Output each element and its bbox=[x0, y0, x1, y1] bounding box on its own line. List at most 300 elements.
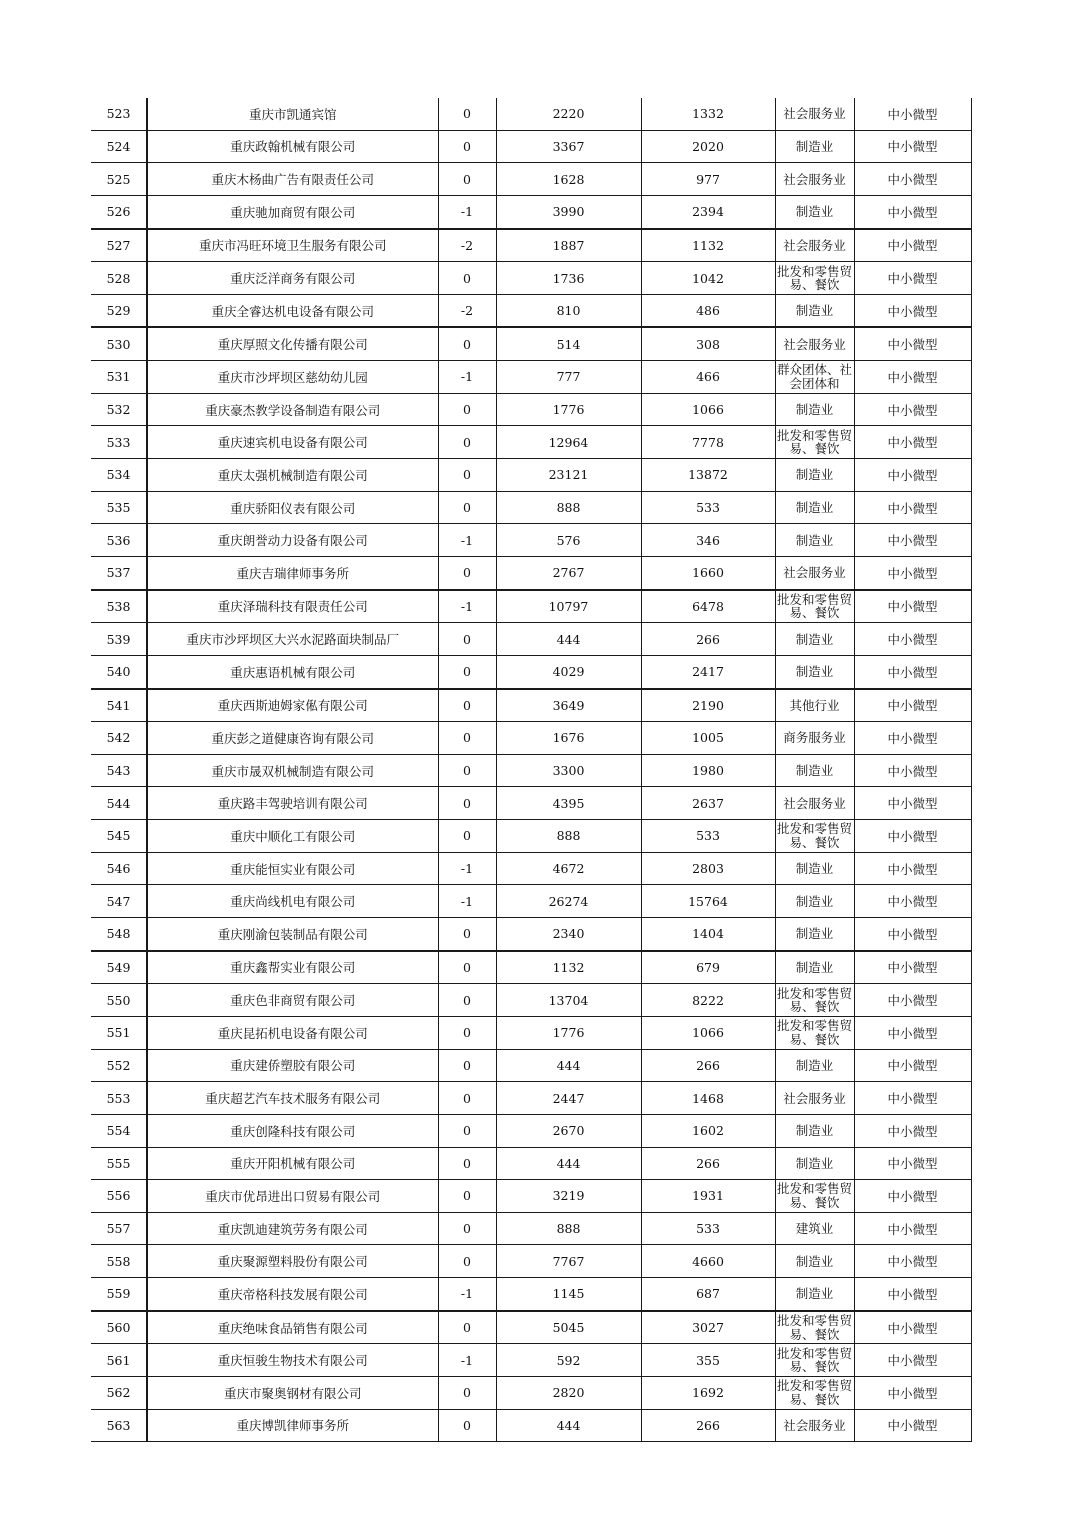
row-number-cell bbox=[91, 327, 147, 360]
industry-cell bbox=[775, 852, 854, 885]
amount-2: 1468 bbox=[692, 1090, 724, 1106]
industry-cell bbox=[775, 787, 854, 820]
amount-1-cell bbox=[496, 820, 641, 853]
change-value-cell bbox=[438, 623, 496, 656]
change-value-cell bbox=[438, 294, 496, 327]
amount-2: 6478 bbox=[692, 598, 724, 614]
enterprise-type: 中小微型 bbox=[887, 926, 938, 942]
row-number: 527 bbox=[106, 237, 131, 253]
change-value-cell bbox=[438, 754, 496, 787]
amount-2-cell bbox=[641, 1016, 775, 1049]
table-row bbox=[91, 393, 971, 426]
table-row bbox=[91, 722, 971, 755]
row-number-cell bbox=[91, 1082, 147, 1115]
row-number-cell bbox=[91, 1049, 147, 1082]
change-value-cell bbox=[438, 361, 496, 394]
company-name-cell bbox=[147, 1409, 438, 1442]
row-number-cell bbox=[91, 590, 147, 623]
amount-2: 977 bbox=[696, 171, 720, 187]
row-number: 558 bbox=[106, 1253, 131, 1269]
industry-cell bbox=[775, 918, 854, 951]
industry-cell bbox=[775, 195, 854, 228]
company-name-cell bbox=[147, 951, 438, 984]
row-number-cell bbox=[91, 1245, 147, 1278]
amount-1-cell bbox=[496, 327, 641, 360]
company-name-cell bbox=[147, 655, 438, 688]
industry: 制造业 bbox=[795, 959, 834, 975]
amount-2: 8222 bbox=[692, 992, 724, 1008]
table-row bbox=[91, 918, 971, 951]
enterprise-type-cell bbox=[854, 524, 971, 557]
amount-1: 4029 bbox=[552, 664, 585, 680]
enterprise-type-cell bbox=[854, 951, 971, 984]
row-number-cell bbox=[91, 1016, 147, 1049]
change-value-cell bbox=[438, 1147, 496, 1180]
amount-1-cell bbox=[496, 754, 641, 787]
change-value-cell bbox=[438, 1212, 496, 1245]
amount-2-cell bbox=[641, 1344, 775, 1377]
row-number: 557 bbox=[106, 1221, 131, 1237]
amount-2: 266 bbox=[696, 631, 720, 647]
industry: 其他行业 bbox=[789, 697, 840, 713]
industry: 制造业 bbox=[795, 1253, 834, 1269]
industry: 社会服务业 bbox=[783, 336, 846, 352]
amount-1: 514 bbox=[556, 336, 581, 352]
change-value-cell bbox=[438, 787, 496, 820]
amount-1-cell bbox=[496, 918, 641, 951]
amount-2: 679 bbox=[696, 959, 720, 975]
industry-cell bbox=[775, 1311, 854, 1344]
amount-1-cell bbox=[496, 229, 641, 262]
industry-cell bbox=[775, 1016, 854, 1049]
amount-2-cell bbox=[641, 1180, 775, 1213]
change-value: 0 bbox=[463, 1253, 471, 1269]
company-name-cell bbox=[147, 918, 438, 951]
table-row bbox=[91, 524, 971, 557]
enterprise-type-cell bbox=[854, 294, 971, 327]
change-value-cell bbox=[438, 327, 496, 360]
company-name-cell bbox=[147, 1147, 438, 1180]
amount-2-cell bbox=[641, 984, 775, 1017]
table-row bbox=[91, 951, 971, 984]
enterprise-type: 中小微型 bbox=[887, 500, 938, 516]
row-number: 562 bbox=[106, 1385, 131, 1401]
company-name: 重庆市聚奥钢材有限公司 bbox=[223, 1385, 362, 1401]
table-row bbox=[91, 1049, 971, 1082]
company-name-cell bbox=[147, 1114, 438, 1147]
industry: 制造业 bbox=[795, 1057, 834, 1073]
company-name: 重庆建侨塑胶有限公司 bbox=[230, 1058, 356, 1074]
change-value-cell bbox=[438, 1376, 496, 1409]
company-name: 重庆泽瑞科技有限责任公司 bbox=[217, 599, 368, 615]
amount-2: 2394 bbox=[692, 204, 724, 220]
amount-1-cell bbox=[496, 524, 641, 557]
row-number-cell bbox=[91, 918, 147, 951]
change-value: 0 bbox=[463, 500, 471, 515]
table-row bbox=[91, 163, 971, 196]
amount-2: 1931 bbox=[692, 1188, 724, 1204]
amount-1: 1736 bbox=[552, 270, 585, 286]
row-number-cell bbox=[91, 885, 147, 918]
amount-2: 533 bbox=[696, 1221, 720, 1237]
amount-1: 444 bbox=[556, 1057, 581, 1073]
company-name: 重庆尚线机电有限公司 bbox=[230, 894, 356, 910]
company-name: 重庆驰加商贸有限公司 bbox=[230, 204, 356, 220]
industry: 制造业 bbox=[795, 467, 834, 483]
change-value: 0 bbox=[463, 336, 471, 352]
change-value-cell bbox=[438, 852, 496, 885]
table-row bbox=[91, 820, 971, 853]
company-name-cell bbox=[147, 393, 438, 426]
company-name-cell bbox=[147, 1016, 438, 1049]
change-value-cell bbox=[438, 722, 496, 755]
enterprise-type-cell bbox=[854, 327, 971, 360]
enterprise-type-cell bbox=[854, 590, 971, 623]
amount-2-cell bbox=[641, 130, 775, 163]
amount-2: 466 bbox=[696, 369, 720, 385]
enterprise-type-cell bbox=[854, 1147, 971, 1180]
company-name: 重庆色非商贸有限公司 bbox=[230, 993, 356, 1009]
company-name: 重庆市沙坪坝区大兴水泥路面块制品厂 bbox=[186, 632, 399, 648]
amount-2-cell bbox=[641, 1245, 775, 1278]
table-row bbox=[91, 98, 971, 130]
company-name: 重庆能恒实业有限公司 bbox=[230, 861, 356, 877]
amount-2-cell bbox=[641, 1049, 775, 1082]
enterprise-type-cell bbox=[854, 1082, 971, 1115]
row-number-cell bbox=[91, 1114, 147, 1147]
change-value-cell bbox=[438, 426, 496, 459]
amount-2: 266 bbox=[696, 1057, 720, 1073]
industry-cell bbox=[775, 426, 854, 459]
amount-1: 2340 bbox=[552, 926, 585, 942]
amount-1: 4672 bbox=[552, 861, 585, 877]
industry: 制造业 bbox=[795, 1123, 834, 1139]
amount-2-cell bbox=[641, 1376, 775, 1409]
amount-1-cell bbox=[496, 1344, 641, 1377]
enterprise-type: 中小微型 bbox=[887, 960, 938, 976]
table-row bbox=[91, 1311, 971, 1344]
company-name-cell bbox=[147, 327, 438, 360]
industry-cell bbox=[775, 655, 854, 688]
amount-1-cell bbox=[496, 1311, 641, 1344]
amount-2: 533 bbox=[696, 500, 720, 515]
row-number-cell bbox=[91, 689, 147, 722]
company-name: 重庆吉瑞律师事务所 bbox=[236, 565, 349, 581]
industry: 社会服务业 bbox=[783, 237, 846, 253]
enterprise-type: 中小微型 bbox=[887, 828, 938, 844]
amount-1: 888 bbox=[556, 1221, 581, 1237]
industry: 制造业 bbox=[795, 893, 834, 909]
amount-1: 12964 bbox=[548, 434, 589, 450]
enterprise-type-cell bbox=[854, 361, 971, 394]
table-row bbox=[91, 195, 971, 228]
industry: 社会服务业 bbox=[783, 1417, 846, 1433]
company-name: 重庆超艺汽车技术服务有限公司 bbox=[205, 1091, 381, 1107]
company-name-cell bbox=[147, 1278, 438, 1311]
row-number-cell bbox=[91, 1409, 147, 1442]
company-name: 重庆绝味食品销售有限公司 bbox=[217, 1320, 368, 1336]
row-number-cell bbox=[91, 754, 147, 787]
change-value-cell bbox=[438, 556, 496, 589]
row-number: 553 bbox=[106, 1090, 131, 1106]
row-number-cell bbox=[91, 1344, 147, 1377]
table-row bbox=[91, 754, 971, 787]
row-number-cell bbox=[91, 1278, 147, 1311]
company-name: 重庆昆拓机电设备有限公司 bbox=[217, 1025, 368, 1041]
row-number: 526 bbox=[106, 204, 131, 220]
amount-2: 2417 bbox=[692, 664, 724, 680]
company-name: 重庆全睿达机电设备有限公司 bbox=[211, 303, 374, 319]
amount-1: 1676 bbox=[552, 730, 585, 746]
row-number: 529 bbox=[106, 303, 131, 319]
change-value: 0 bbox=[463, 828, 471, 844]
company-name-cell bbox=[147, 426, 438, 459]
amount-1-cell bbox=[496, 1409, 641, 1442]
amount-2-cell bbox=[641, 655, 775, 688]
amount-1-cell bbox=[496, 426, 641, 459]
industry: 制造业 bbox=[795, 303, 834, 319]
amount-2-cell bbox=[641, 491, 775, 524]
amount-1-cell bbox=[496, 1212, 641, 1245]
change-value-cell bbox=[438, 393, 496, 426]
industry: 批发和零售贸易、餐饮 bbox=[776, 1345, 852, 1375]
company-name-cell bbox=[147, 1245, 438, 1278]
change-value: 0 bbox=[463, 106, 471, 122]
row-number: 560 bbox=[106, 1320, 131, 1336]
row-number: 545 bbox=[106, 828, 131, 844]
table-row bbox=[91, 229, 971, 262]
enterprise-type-cell bbox=[854, 1344, 971, 1377]
industry-cell bbox=[775, 1245, 854, 1278]
company-name-cell bbox=[147, 163, 438, 196]
enterprise-type-cell bbox=[854, 491, 971, 524]
table-row bbox=[91, 426, 971, 459]
company-name-cell bbox=[147, 885, 438, 918]
table-row bbox=[91, 361, 971, 394]
change-value-cell bbox=[438, 195, 496, 228]
change-value: 0 bbox=[463, 730, 471, 746]
enterprise-type-cell bbox=[854, 98, 971, 130]
amount-2: 1066 bbox=[692, 402, 724, 418]
amount-2-cell bbox=[641, 623, 775, 656]
amount-2: 15764 bbox=[688, 893, 728, 909]
amount-1-cell bbox=[496, 294, 641, 327]
industry-cell bbox=[775, 820, 854, 853]
row-number-cell bbox=[91, 1376, 147, 1409]
industry-cell bbox=[775, 623, 854, 656]
amount-1: 576 bbox=[556, 532, 581, 548]
amount-2-cell bbox=[641, 885, 775, 918]
industry: 制造业 bbox=[795, 138, 834, 154]
table-row bbox=[91, 1114, 971, 1147]
industry-cell bbox=[775, 984, 854, 1017]
company-name-cell bbox=[147, 524, 438, 557]
enterprise-type-cell bbox=[854, 1049, 971, 1082]
company-name: 重庆恒骏生物技术有限公司 bbox=[217, 1353, 368, 1369]
table-row bbox=[91, 689, 971, 722]
company-name: 重庆市冯旺环境卫生服务有限公司 bbox=[198, 238, 387, 254]
amount-1-cell bbox=[496, 361, 641, 394]
industry-cell bbox=[775, 294, 854, 327]
company-name: 重庆木杨曲广告有限责任公司 bbox=[211, 172, 374, 188]
amount-1: 444 bbox=[556, 1417, 581, 1433]
enterprise-type: 中小微型 bbox=[887, 402, 938, 418]
amount-2: 1042 bbox=[692, 270, 724, 286]
enterprise-type-cell bbox=[854, 1311, 971, 1344]
company-name-cell bbox=[147, 1212, 438, 1245]
amount-1-cell bbox=[496, 1082, 641, 1115]
industry-cell bbox=[775, 229, 854, 262]
amount-1: 10797 bbox=[548, 598, 589, 614]
industry-cell bbox=[775, 1114, 854, 1147]
table-row bbox=[91, 787, 971, 820]
amount-1-cell bbox=[496, 951, 641, 984]
enterprise-type-cell bbox=[854, 195, 971, 228]
amount-2: 7778 bbox=[692, 434, 724, 450]
enterprise-type: 中小微型 bbox=[887, 1188, 938, 1204]
company-name-cell bbox=[147, 294, 438, 327]
company-name-cell bbox=[147, 556, 438, 589]
amount-1: 444 bbox=[556, 1155, 581, 1171]
change-value: 0 bbox=[463, 1025, 471, 1041]
amount-1: 3219 bbox=[552, 1188, 585, 1204]
amount-1-cell bbox=[496, 195, 641, 228]
industry-cell bbox=[775, 262, 854, 295]
row-number: 556 bbox=[106, 1188, 131, 1204]
company-name: 重庆鑫帮实业有限公司 bbox=[230, 960, 356, 976]
industry: 批发和零售贸易、餐饮 bbox=[776, 1181, 852, 1210]
amount-2: 346 bbox=[696, 532, 720, 548]
amount-1-cell bbox=[496, 590, 641, 623]
amount-1-cell bbox=[496, 1114, 641, 1147]
row-number-cell bbox=[91, 98, 147, 130]
row-number: 549 bbox=[106, 959, 131, 975]
company-name: 重庆泛洋商务有限公司 bbox=[230, 271, 356, 287]
change-value: 0 bbox=[463, 402, 471, 418]
change-value-cell bbox=[438, 491, 496, 524]
change-value: 0 bbox=[463, 434, 471, 450]
industry: 社会服务业 bbox=[783, 106, 846, 122]
enterprise-type: 中小微型 bbox=[887, 533, 938, 549]
row-number: 551 bbox=[106, 1025, 131, 1041]
industry-cell bbox=[775, 361, 854, 394]
amount-2: 687 bbox=[696, 1286, 720, 1302]
amount-2-cell bbox=[641, 1114, 775, 1147]
change-value: 0 bbox=[463, 138, 471, 154]
enterprise-type-cell bbox=[854, 787, 971, 820]
enterprise-type-cell bbox=[854, 1016, 971, 1049]
industry: 批发和零售贸易、餐饮 bbox=[776, 1018, 852, 1047]
row-number: 541 bbox=[106, 697, 131, 713]
amount-2-cell bbox=[641, 689, 775, 722]
enterprise-type: 中小微型 bbox=[887, 139, 938, 155]
industry-cell bbox=[775, 459, 854, 492]
enterprise-type-cell bbox=[854, 130, 971, 163]
row-number-cell bbox=[91, 229, 147, 262]
amount-1: 4395 bbox=[552, 795, 585, 811]
change-value: -1 bbox=[460, 369, 474, 385]
amount-2: 4660 bbox=[692, 1253, 724, 1269]
row-number: 524 bbox=[106, 138, 131, 154]
industry: 制造业 bbox=[795, 763, 834, 779]
company-name: 重庆市优昂进出口贸易有限公司 bbox=[205, 1188, 381, 1204]
enterprise-type: 中小微型 bbox=[887, 894, 938, 910]
row-number: 535 bbox=[106, 500, 131, 515]
row-number-cell bbox=[91, 556, 147, 589]
row-number: 532 bbox=[106, 402, 131, 418]
amount-2: 1980 bbox=[692, 763, 724, 779]
company-name-cell bbox=[147, 229, 438, 262]
enterprise-type: 中小微型 bbox=[887, 1058, 938, 1074]
change-value: 0 bbox=[463, 959, 471, 975]
company-name-cell bbox=[147, 195, 438, 228]
industry: 社会服务业 bbox=[783, 795, 846, 811]
company-name: 重庆博凯律师事务所 bbox=[236, 1418, 349, 1434]
amount-1-cell bbox=[496, 984, 641, 1017]
amount-1: 777 bbox=[556, 369, 581, 385]
enterprise-type: 中小微型 bbox=[887, 1123, 938, 1139]
company-name-cell bbox=[147, 1311, 438, 1344]
row-number-cell bbox=[91, 984, 147, 1017]
table-row bbox=[91, 623, 971, 656]
amount-2: 1692 bbox=[692, 1385, 724, 1401]
table-row bbox=[91, 1147, 971, 1180]
company-name: 重庆骄阳仪表有限公司 bbox=[230, 500, 356, 516]
amount-1-cell bbox=[496, 852, 641, 885]
enterprise-type: 中小微型 bbox=[887, 1254, 938, 1270]
amount-1: 3300 bbox=[552, 763, 585, 779]
industry: 社会服务业 bbox=[783, 565, 846, 581]
amount-1-cell bbox=[496, 1376, 641, 1409]
change-value-cell bbox=[438, 1344, 496, 1377]
amount-1-cell bbox=[496, 722, 641, 755]
amount-2-cell bbox=[641, 1212, 775, 1245]
company-name: 重庆市凯通宾馆 bbox=[248, 106, 337, 122]
enterprise-type: 中小微型 bbox=[887, 204, 938, 220]
industry-cell bbox=[775, 1082, 854, 1115]
change-value-cell bbox=[438, 1016, 496, 1049]
enterprise-type-cell bbox=[854, 459, 971, 492]
change-value-cell bbox=[438, 655, 496, 688]
row-number-cell bbox=[91, 459, 147, 492]
row-number-cell bbox=[91, 361, 147, 394]
change-value-cell bbox=[438, 1082, 496, 1115]
table-row bbox=[91, 130, 971, 163]
enterprise-type: 中小微型 bbox=[887, 271, 938, 287]
change-value-cell bbox=[438, 820, 496, 853]
company-name-cell bbox=[147, 1376, 438, 1409]
amount-1: 2670 bbox=[552, 1123, 585, 1139]
change-value-cell bbox=[438, 459, 496, 492]
company-name-cell bbox=[147, 130, 438, 163]
table-row bbox=[91, 1409, 971, 1442]
enterprise-type: 中小微型 bbox=[887, 1156, 938, 1172]
industry-cell bbox=[775, 1278, 854, 1311]
change-value: 0 bbox=[463, 1090, 471, 1106]
amount-2-cell bbox=[641, 1147, 775, 1180]
enterprise-type-cell bbox=[854, 1180, 971, 1213]
industry-cell bbox=[775, 754, 854, 787]
industry-cell bbox=[775, 1376, 854, 1409]
enterprise-type: 中小微型 bbox=[887, 599, 938, 615]
company-name: 重庆创隆科技有限公司 bbox=[230, 1123, 356, 1139]
company-name: 重庆刚渝包装制品有限公司 bbox=[217, 926, 368, 942]
company-name-cell bbox=[147, 722, 438, 755]
amount-2: 1332 bbox=[692, 106, 724, 122]
row-number-cell bbox=[91, 1147, 147, 1180]
company-name-cell bbox=[147, 262, 438, 295]
amount-2: 266 bbox=[696, 1417, 720, 1433]
